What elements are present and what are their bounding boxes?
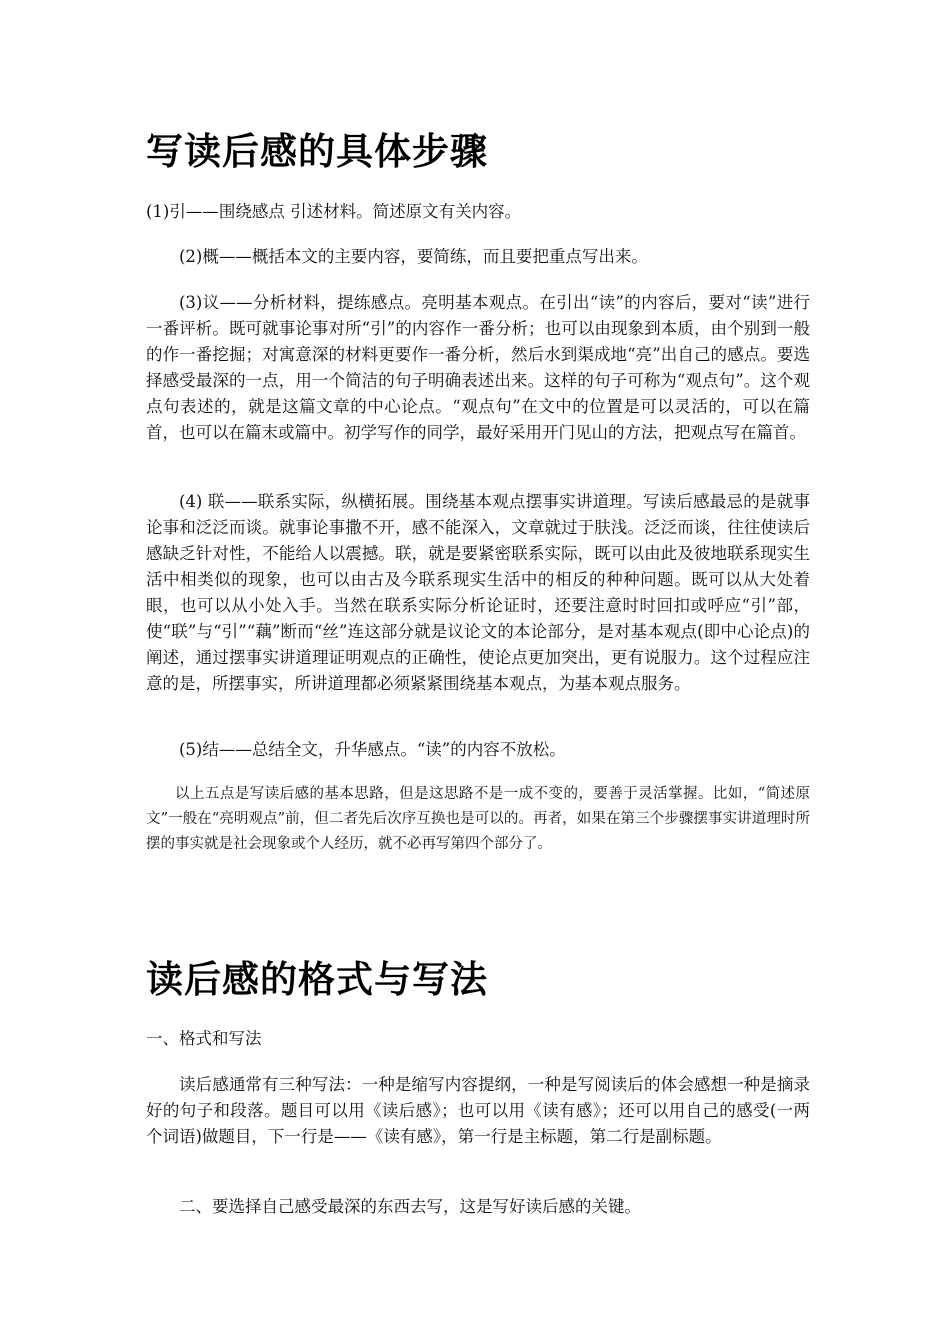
step-3-paragraph: (3)议——分析材料，提练感点。亮明基本观点。在引出“读”的内容后，要对“读”进行一番评析。既可就事论事对所“引”的内容作一番分析；也可以由现象到本质，由个别到一般的作一番挖掘；对寓意深的材料更要作一番分析，然后水到渠成地“亮”出自己的感点。要选择感受最深的一点，用一个简洁的句子明确表述出来。这样的句子可称为“观点句”。这个观点句表述的，就是这篇文章的中心论点。“观点句”在文中的位置是可以灵活的，可以在篇首，也可以在篇末或篇中。初学写作的同学，最好采用开门见山的方法，把观点写在篇首。	[146, 293, 810, 442]
step-2-paragraph: (2)概——概括本文的主要内容，要简练，而且要把重点写出来。	[179, 247, 648, 266]
step-4-paragraph: (4) 联——联系实际，纵横拓展。围绕基本观点摆事实讲道理。写读后感最忌的是就事论事和泛泛而谈。就事论事撒不开，感不能深入，文章就过于肤浅。泛泛而谈，往往使读后感缺乏针对性，不能给人以震撼。联，就是要紧密联系实际，既可以由此及彼地联系现实生活中相类似的现象，也可以由古及今联系现实生活中的相反的种种问题。既可以从大处着眼，也可以从小处入手。当然在联系实际分析论证时，还要注意时时回扣或呼应“引”部，使“联”与“引”“藕”断而“丝”连这部分就是议论文的本论部分，是对基本观点(即中心论点)的阐述，通过摆事实讲道理证明观点的正确性，使论点更加突出，更有说服力。这个过程应注意的是，所摆事实，所讲道理都必须紧紧围绕基本观点，为基本观点服务。	[146, 492, 810, 693]
step-1-paragraph: (1)引——围绕感点 引述材料。简述原文有关内容。	[146, 202, 522, 221]
key-point-paragraph: 二、要选择自己感受最深的东西去写，这是写好读后感的关键。	[179, 1197, 641, 1216]
section-title-steps: 写读后感的具体步骤	[146, 130, 488, 173]
step-5-paragraph: (5)结——总结全文，升华感点。“读”的内容不放松。	[179, 740, 566, 759]
section-title-format: 读后感的格式与写法	[146, 958, 488, 1001]
format-paragraph: 读后感通常有三种写法：一种是缩写内容提纲，一种是写阅读后的体会感想一种是摘录好的句子和段落。题目可以用《读后感》；也可以用《读有感》；还可以用自己的感受(一两个词语)做题目，下一行是——《读有感》，第一行是主标题，第二行是副标题。	[146, 1075, 810, 1146]
format-heading: 一、格式和写法	[146, 1029, 262, 1048]
summary-paragraph: 以上五点是写读后感的基本思路，但是这思路不是一成不变的，要善于灵活掌握。比如，“简述原文”一般在“亮明观点”前，但二者先后次序互换也是可以的。再者，如果在第三个步骤摆事实讲道理时所摆的事实就是社会现象或个人经历，就不必再写第四个部分了。	[146, 786, 810, 852]
